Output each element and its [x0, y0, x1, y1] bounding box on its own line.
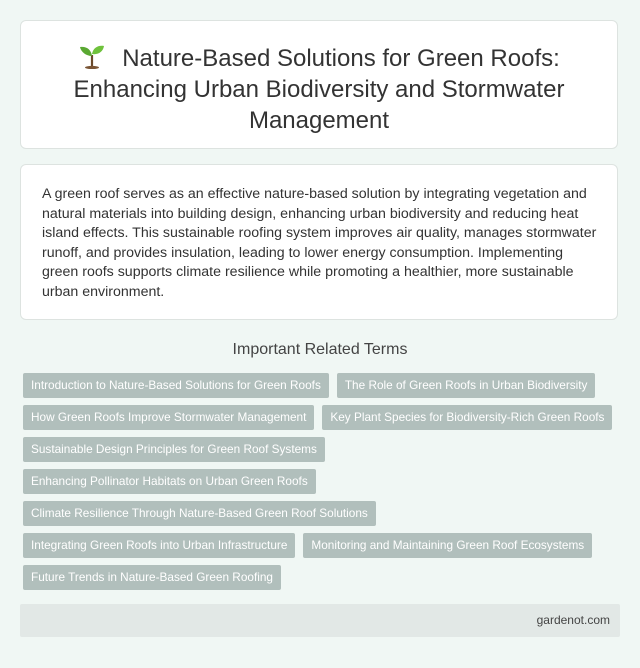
- term-tag[interactable]: Future Trends in Nature-Based Green Roofing: [23, 565, 281, 590]
- term-tag[interactable]: Integrating Green Roofs into Urban Infrastructure: [23, 533, 295, 558]
- header-card: [20, 20, 618, 149]
- term-tag[interactable]: Climate Resilience Through Nature-Based Green Roof Solutions: [23, 501, 376, 526]
- title-text: Nature-Based Solutions for Green Roofs: Enhancing Urban Biodiversity and Stormwater Management: [73, 45, 565, 134]
- term-tag[interactable]: Enhancing Pollinator Habitats on Urban Green Roofs: [23, 469, 316, 494]
- term-tag[interactable]: Key Plant Species for Biodiversity-Rich Green Roofs: [322, 405, 612, 430]
- related-terms-list: [23, 373, 623, 597]
- term-tag[interactable]: How Green Roofs Improve Stormwater Management: [23, 405, 314, 430]
- related-terms-heading: Important Related Terms: [232, 341, 408, 358]
- description-text: A green roof serves as an effective nature-based solution by integrating vegetation and natural materials into building design, enhancing urban biodiversity and reducing heat island effects. This sustainable roofing system improves air quality, manages stormwater runoff, and provides insulation, leading to lower energy consumption. Implementing green roofs supports climate resilience while promoting a healthier, more sustainable urban environment.: [42, 186, 597, 300]
- description-card: [20, 164, 618, 320]
- term-tag[interactable]: Introduction to Nature-Based Solutions for Green Roofs: [23, 373, 329, 398]
- footer-site-link[interactable]: gardenot.com: [536, 613, 610, 627]
- page-title: [21, 21, 617, 136]
- term-tag[interactable]: The Role of Green Roofs in Urban Biodiversity: [337, 373, 596, 398]
- footer: [20, 604, 620, 637]
- sprout-icon: [78, 43, 106, 69]
- term-tag[interactable]: Sustainable Design Principles for Green Roof Systems: [23, 437, 325, 462]
- term-tag[interactable]: Monitoring and Maintaining Green Roof Ecosystems: [303, 533, 592, 558]
